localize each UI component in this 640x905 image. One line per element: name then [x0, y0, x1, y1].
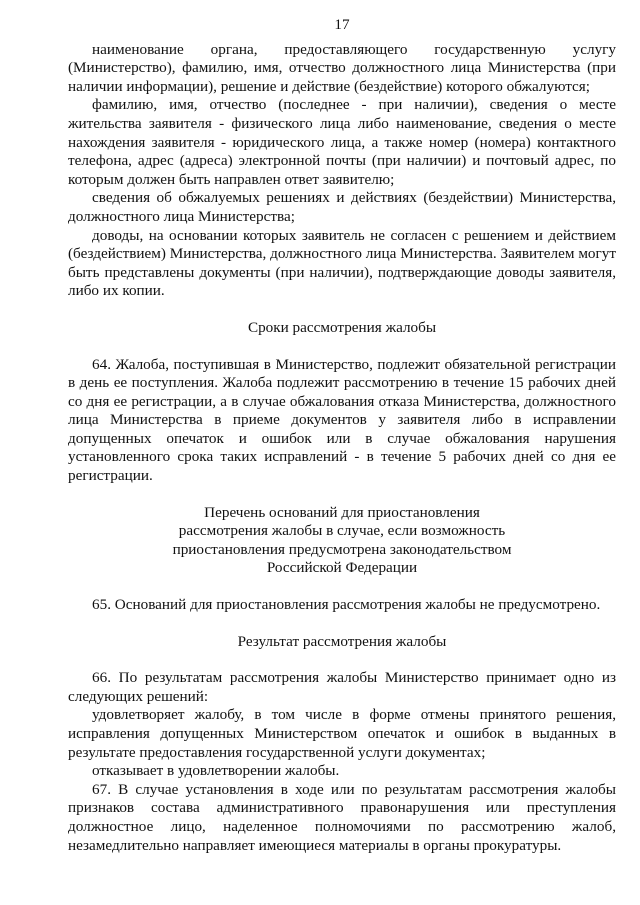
page-number: 17 [334, 16, 350, 33]
paragraph-66: 66. По результатам рассмотрения жалобы Министерство принимает одно из следующих решений: [68, 669, 616, 705]
paragraph-appealed-decisions: сведения об обжалуемых решениях и действиях (бездействии) Министерства, должностного лица Министерства; [68, 189, 616, 225]
heading-line: приостановления предусмотрена законодательством [172, 540, 512, 558]
paragraph-applicant-details: фамилию, имя, отчество (последнее - при наличии), сведения о месте жительства заявителя - физического лица либо наименование, сведения о месте нахождения заявителя - юридического лица, а также номер (номера) контактного телефона, адрес (адреса) электронной почты (при наличии) и почтовый адрес, по которым должен быть направлен ответ заявителю; [68, 96, 616, 188]
heading-line: Российской Федерации [266, 559, 418, 577]
paragraph-satisfy-complaint: удовлетворяет жалобу, в том числе в форме отмены принятого решения, исправления допущенных Министерством опечаток и ошибок в выданных в результате предоставления государственной услуги документах; [68, 706, 616, 761]
paragraph-64: 64. Жалоба, поступившая в Министерство, подлежит обязательной регистрации в день ее поступления. Жалоба подлежит рассмотрению в течение 15 рабочих дней со дня ее регистрации, а в случае обжалования отказа Министерства, должностного лица Министерства в приеме документов у заявителя либо в исправлении допущенных опечаток и ошибок или в случае обжалования нарушения установленного срока таких исправлений - в течение 5 рабочих дней со дня ее регистрации. [68, 355, 616, 485]
heading-review-result: Результат рассмотрения жалобы [237, 632, 447, 650]
paragraph-67: 67. В случае установления в ходе или по результатам рассмотрения жалобы признаков состава административного правонарушения или преступления должностное лицо, наделенное полномочиями по рассмотрению жалоб, незамедлительно направляет имеющиеся материалы в органы прокуратуры. [68, 780, 616, 854]
heading-line: рассмотрения жалобы в случае, если возможность [178, 522, 506, 540]
heading-line: Перечень оснований для приостановления [204, 503, 480, 521]
paragraph-65: 65. Оснований для приостановления рассмотрения жалобы не предусмотрено. [92, 596, 601, 614]
paragraph-arguments: доводы, на основании которых заявитель не согласен с решением и действием (бездействием) Министерства, должностного лица Министерства. Заявителем могут быть представлены документы (при наличии), подтверждающие доводы заявителя, либо их копии. [68, 226, 616, 300]
paragraph-authority-name: наименование органа, предоставляющего государственную услугу (Министерство), фамилию, имя, отчество должностного лица Министерства (при наличии информации), решение и действие (бездействие) которого обжалуются; [68, 40, 616, 95]
heading-review-terms: Сроки рассмотрения жалобы [247, 318, 437, 336]
paragraph-refuse-complaint: отказывает в удовлетворении жалобы. [92, 762, 340, 780]
heading-suspension-grounds [68, 504, 616, 578]
document-page [68, 16, 616, 855]
